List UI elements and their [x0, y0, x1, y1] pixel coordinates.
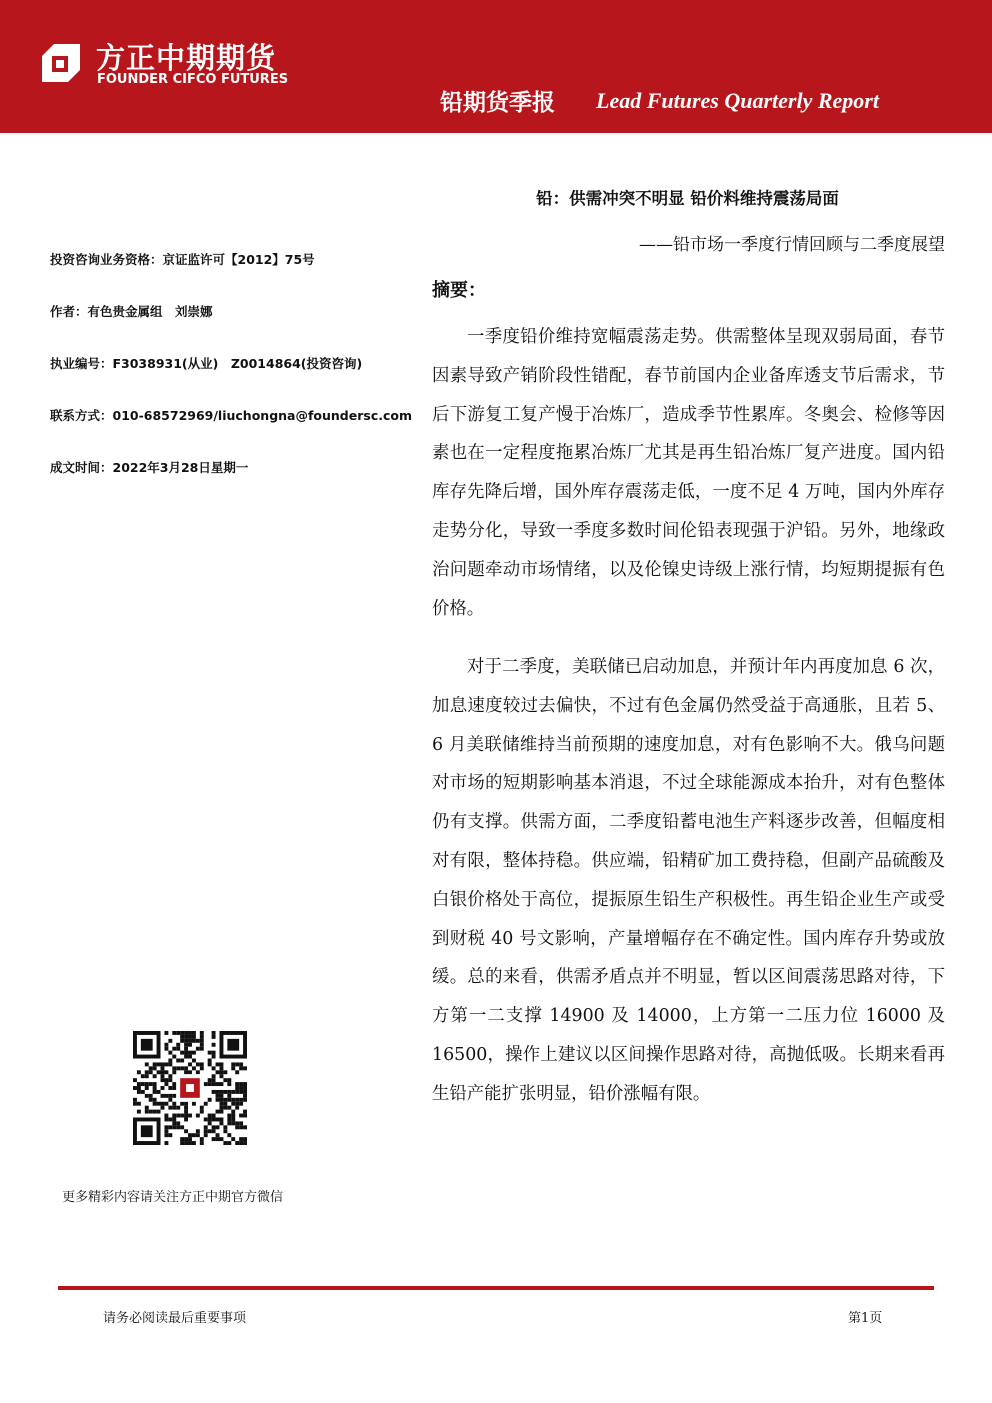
- footer-notice: 请务必阅读最后重要事项: [103, 1311, 247, 1326]
- abstract-heading: 摘要：: [432, 280, 486, 301]
- abstract-paragraph: 对于二季度，美联储已启动加息，并预计年内再度加息 6 次，加息速度较过去偏快，不过有色金属仍然受益于高通胀，且若 5、6 月美联储维持当前预期的速度加息，对有色影响不大。俄乌问题对市场的短期影响基本消退，不过全球能源成本抬升，对有色整体仍有支撑。供需方面，二季度铅蓄电池生产料逐步改善，但幅度相对有限，整体持稳。供应端，铅精矿加工费持稳，但副产品硫酸及白银价格处于高位，提振原生铅生产积极性。再生铅企业生产或受到财税 40 号文影响，产量增幅存在不确定性。国内库存升势或放缓。总的来看，供需矛盾点并不明显，暂以区间震荡思路对待，下方第一二支撑 14900 及 14000，上方第一二压力位 16000 及 16500，操作上建议以区间操作思路对待，高抛低吸。长期来看再生铅产能扩张明显，铅价涨幅有限。: [432, 657, 945, 1104]
- date-line: 成文时间：2022年3月28日星期一: [50, 460, 249, 475]
- contact-line: 联系方式：010-68572969/liuchongna@foundersc.com: [50, 408, 413, 423]
- founder-logo-icon: [40, 42, 82, 84]
- report-header: [0, 0, 992, 133]
- qualification-line: 投资咨询业务资格：京证监许可【2012】75号: [50, 252, 315, 267]
- report-type-chinese: 铅期货季报: [440, 90, 555, 116]
- qr-caption: 更多精彩内容请关注方正中期官方微信: [62, 1190, 284, 1205]
- footer-divider: [58, 1286, 934, 1290]
- logo-chinese-name: 方正中期期货: [96, 41, 277, 75]
- abstract-paragraph: 一季度铅价维持宽幅震荡走势。供需整体呈现双弱局面，春节因素导致产销阶段性错配，春节前国内企业备库透支节后需求，节后下游复工复产慢于冶炼厂，造成季节性累库。冬奥会、检修等因素也在一定程度拖累冶炼厂尤其是再生铅冶炼厂复产进度。国内铅库存先降后增，国外库存震荡走低，一度不足 4 万吨，国内外库存走势分化，导致一季度多数时间伦铅表现强于沪铅。另外，地缘政治问题牵动市场情绪，以及伦镍史诗级上涨行情，均短期提振有色价格。: [432, 327, 945, 619]
- report-title: 铅：供需冲突不明显 铅价料维持震荡局面: [536, 189, 839, 208]
- page-number: 第1页: [848, 1311, 883, 1326]
- report-type-english: Lead Futures Quarterly Report: [596, 88, 879, 113]
- author-line: 作者：有色贵金属组 刘崇娜: [50, 304, 213, 319]
- report-subtitle: ——铅市场一季度行情回顾与二季度展望: [639, 235, 945, 255]
- logo-english-name: FOUNDER CIFCO FUTURES: [97, 72, 289, 87]
- qr-code-icon: [133, 1031, 247, 1145]
- license-line: 执业编号：F3038931(从业) Z0014864(投资咨询): [50, 356, 363, 371]
